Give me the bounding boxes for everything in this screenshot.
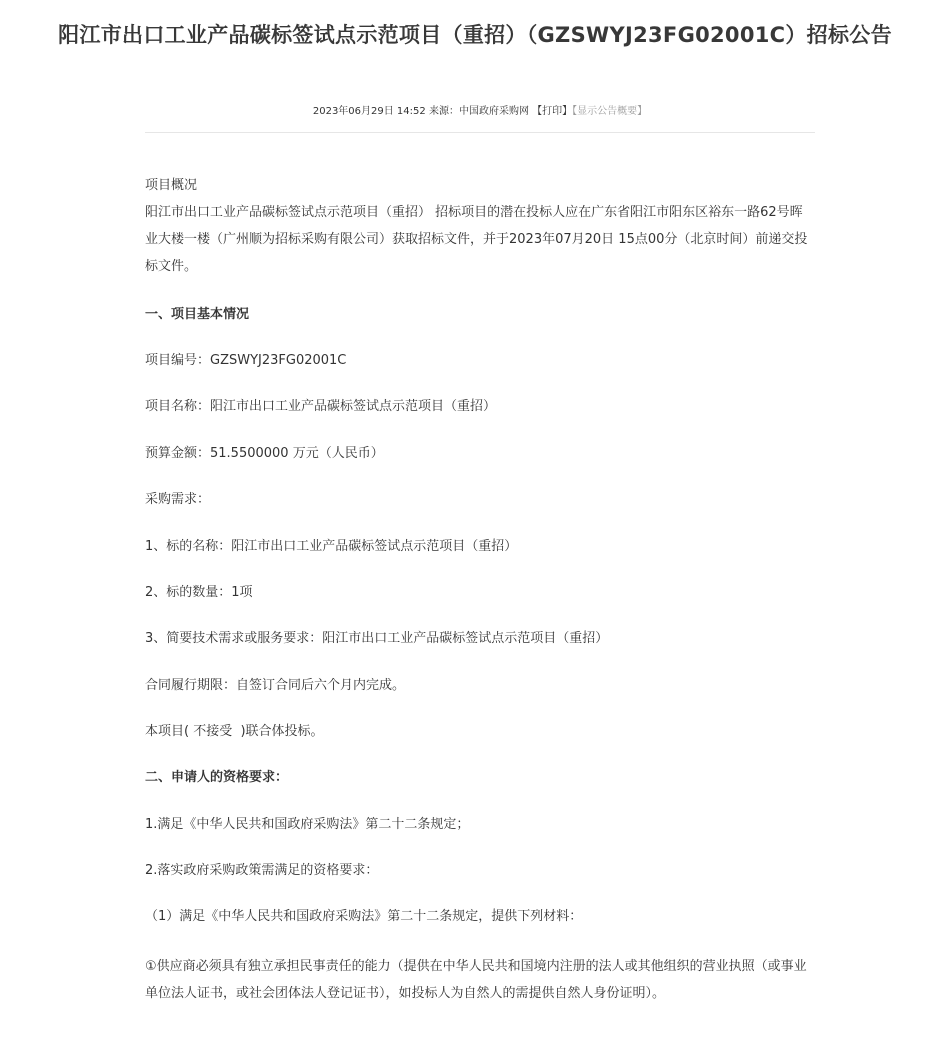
- page-title: 阳江市出口工业产品碳标签试点示范项目（重招）（GZSWYJ23FG02001C）招标公告: [58, 23, 892, 47]
- qualification-item-1: 1.满足《中华人民共和国政府采购法》第二十二条规定；: [145, 817, 470, 832]
- publish-datetime: 2023年06月29日 14:52: [312, 106, 426, 117]
- section2-heading: 二、申请人的资格要求：: [145, 770, 289, 785]
- source-name: 中国政府采购网: [458, 106, 529, 117]
- contract-period: 合同履行期限：自签订合同后六个月内完成。: [145, 678, 406, 693]
- procurement-requirements-label: 采购需求：: [145, 492, 211, 507]
- section1-heading: 一、项目基本情况: [145, 307, 250, 322]
- qualification-item-2: 2.落实政府采购政策需满足的资格要求：: [145, 863, 379, 878]
- show-summary-link[interactable]: 【显示公告概要】: [572, 106, 648, 117]
- qualification-item-2-1: （1）满足《中华人民共和国政府采购法》第二十二条规定，提供下列材料：: [145, 909, 583, 924]
- source-label: 来源：: [428, 106, 459, 117]
- requirement-item-2: 2、标的数量：1项: [145, 585, 253, 600]
- project-number: 项目编号：GZSWYJ23FG02001C: [145, 353, 347, 368]
- overview-heading: 项目概况: [145, 178, 198, 193]
- consortium-bidding: 本项目( 不接受 )联合体投标。: [145, 724, 324, 739]
- requirement-item-1: 1、标的名称：阳江市出口工业产品碳标签试点示范项目（重招）: [145, 539, 518, 554]
- requirement-item-3: 3、简要技术需求或服务要求：阳江市出口工业产品碳标签试点示范项目（重招）: [145, 631, 609, 646]
- qualification-item-2-1-a: ①供应商必须具有独立承担民事责任的能力（提供在中华人民共和国境内注册的法人或其他组织的营业执照（或事业单位法人证书，或社会团体法人登记证书），如投标人为自然人的需提供自然人身份证明）。: [145, 959, 807, 1001]
- article-body: [145, 175, 815, 1001]
- print-link[interactable]: 【打印】: [532, 106, 573, 117]
- article-meta: [145, 104, 815, 120]
- project-name: 项目名称：阳江市出口工业产品碳标签试点示范项目（重招）: [145, 399, 497, 414]
- budget-amount: 预算金额：51.5500000 万元（人民币）: [145, 446, 384, 461]
- overview-text: 阳江市出口工业产品碳标签试点示范项目（重招） 招标项目的潜在投标人应在广东省阳江市阳东区裕东一路62号晖业大楼一楼（广州顺为招标采购有限公司）获取招标文件，并于2023年07月20日 15点00分（北京时间）前递交投标文件。: [145, 205, 808, 274]
- header-divider: [145, 132, 815, 133]
